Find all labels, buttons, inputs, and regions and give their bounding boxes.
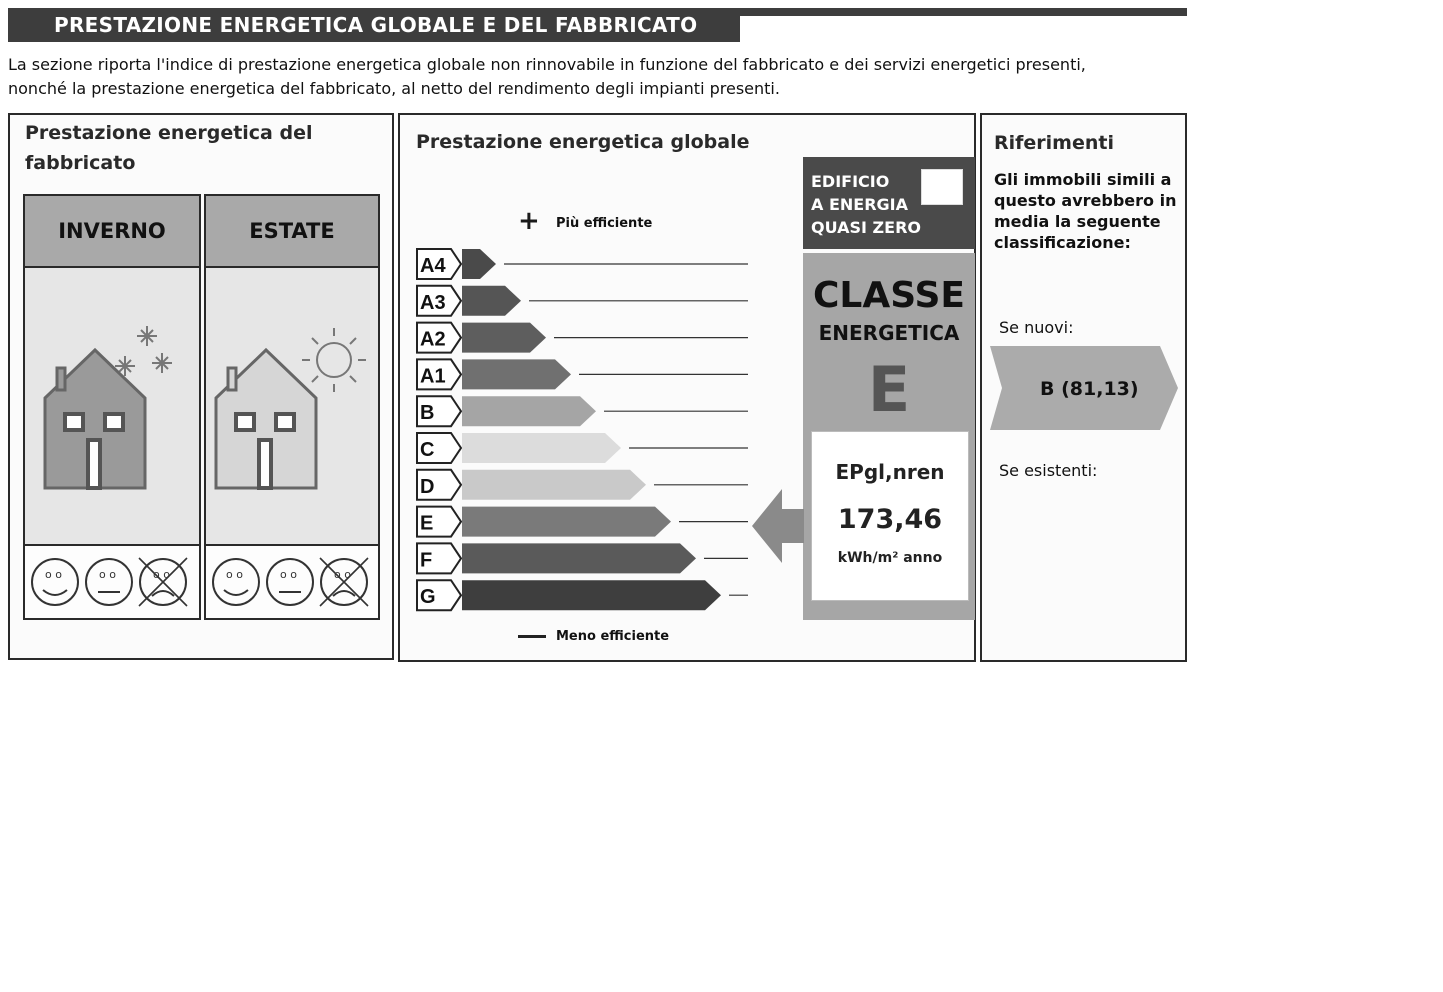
class-row-a4	[417, 249, 748, 279]
class-row-a1	[417, 359, 748, 389]
globale-title: Prestazione energetica globale	[416, 131, 750, 153]
summer-illustration	[206, 268, 378, 546]
class-label: A2	[420, 328, 446, 351]
panel-globale	[398, 113, 976, 662]
nuovi-label: Se nuovi:	[999, 318, 1074, 337]
class-letter: E	[867, 353, 911, 426]
plus-icon: +	[518, 206, 540, 236]
neutral-face-icon	[86, 559, 132, 605]
intro-line-1: La sezione riporta l'indice di prestazione energetica globale non rinnovabile in funzione del fabbricato e dei servizi energetici presenti,	[8, 55, 1086, 74]
class-label: A3	[420, 291, 446, 314]
class-arrow-e	[462, 507, 671, 537]
winter-illustration	[25, 268, 199, 546]
house-icon	[216, 350, 316, 488]
neutral-face-icon	[267, 559, 313, 605]
riferimenti-desc-2: questo avrebbero in	[994, 191, 1177, 210]
class-arrow-a3	[462, 286, 521, 316]
panel-riferimenti	[980, 113, 1187, 662]
summer-rating-faces	[206, 546, 378, 618]
class-arrow-a1	[462, 359, 571, 389]
class-label: E	[420, 512, 434, 535]
class-label: C	[420, 439, 435, 461]
minus-icon	[518, 635, 546, 638]
winter-box	[23, 194, 201, 620]
happy-face-icon	[213, 559, 259, 605]
snowflake-icon	[115, 326, 172, 376]
class-label: A1	[420, 365, 446, 388]
header-rule	[740, 8, 1187, 16]
class-row-a3	[417, 286, 748, 316]
fabbricato-title: Prestazione energetica del fabbricato	[25, 122, 313, 174]
class-row-c	[417, 433, 748, 463]
ep-label: EPgl,nren	[835, 460, 945, 484]
class-row-d	[417, 470, 748, 500]
summer-box	[204, 194, 380, 620]
winter-rating-faces	[25, 546, 199, 618]
panel-fabbricato	[8, 113, 394, 660]
section-title: PRESTAZIONE ENERGETICA GLOBALE E DEL FABBRICATO	[54, 13, 698, 37]
less-efficient-label: Meno efficiente	[556, 629, 670, 644]
nzeb-line-2: A ENERGIA	[811, 195, 908, 214]
svg-text:o o: o o	[153, 568, 170, 581]
svg-text:o o: o o	[226, 568, 243, 581]
nzeb-line-3: QUASI ZERO	[811, 218, 921, 237]
happy-face-icon	[32, 559, 78, 605]
summer-label: ESTATE	[206, 196, 378, 268]
energy-class-scale	[400, 245, 760, 615]
class-label: B	[420, 402, 435, 425]
class-arrow-f	[462, 543, 696, 573]
esistenti-label: Se esistenti:	[999, 461, 1098, 480]
nzeb-box	[803, 157, 975, 249]
sun-icon	[302, 328, 366, 392]
class-pointer-arrow-icon	[752, 489, 804, 563]
class-label: G	[420, 586, 436, 609]
class-arrow-b	[462, 396, 596, 426]
riferimenti-desc-4: classificazione:	[994, 233, 1131, 252]
energetica-label: ENERGETICA	[818, 321, 960, 345]
svg-text:o o: o o	[334, 568, 351, 581]
nzeb-line-1: EDIFICIO	[811, 172, 890, 191]
classe-label: CLASSE	[812, 275, 966, 316]
class-label: F	[420, 549, 433, 572]
winter-label: INVERNO	[25, 196, 199, 268]
riferimenti-title: Riferimenti	[994, 132, 1114, 154]
svg-text:o o: o o	[280, 568, 297, 581]
class-label: D	[420, 475, 435, 498]
ep-value: 173,46	[837, 504, 943, 535]
class-row-f	[417, 543, 748, 573]
ep-box	[811, 431, 969, 601]
ep-unit: kWh/m² anno	[837, 550, 943, 566]
class-row-e	[417, 507, 748, 537]
class-arrow-a4	[462, 249, 496, 279]
nuovi-value: B (81,13)	[1040, 378, 1139, 400]
more-efficient-label: Più efficiente	[556, 216, 653, 231]
class-row-g	[417, 580, 748, 610]
sad-face-crossed-icon	[320, 558, 368, 606]
sad-face-crossed-icon	[139, 558, 187, 606]
class-arrow-g	[462, 580, 721, 610]
class-arrow-d	[462, 470, 646, 500]
class-arrow-a2	[462, 323, 546, 353]
class-row-b	[417, 396, 748, 426]
svg-text:o o: o o	[99, 568, 116, 581]
intro-line-2: nonché la prestazione energetica del fabbricato, al netto del rendimento degli impianti presenti.	[8, 79, 780, 98]
svg-text:o o: o o	[45, 568, 62, 581]
class-label: A4	[420, 255, 446, 277]
class-row-a2	[417, 323, 748, 353]
energy-class-box	[803, 253, 975, 620]
riferimenti-desc-1: Gli immobili simili a	[994, 170, 1172, 189]
nzeb-checkbox	[921, 169, 963, 205]
riferimenti-desc-3: media la seguente	[994, 212, 1161, 231]
class-arrow-c	[462, 433, 621, 463]
